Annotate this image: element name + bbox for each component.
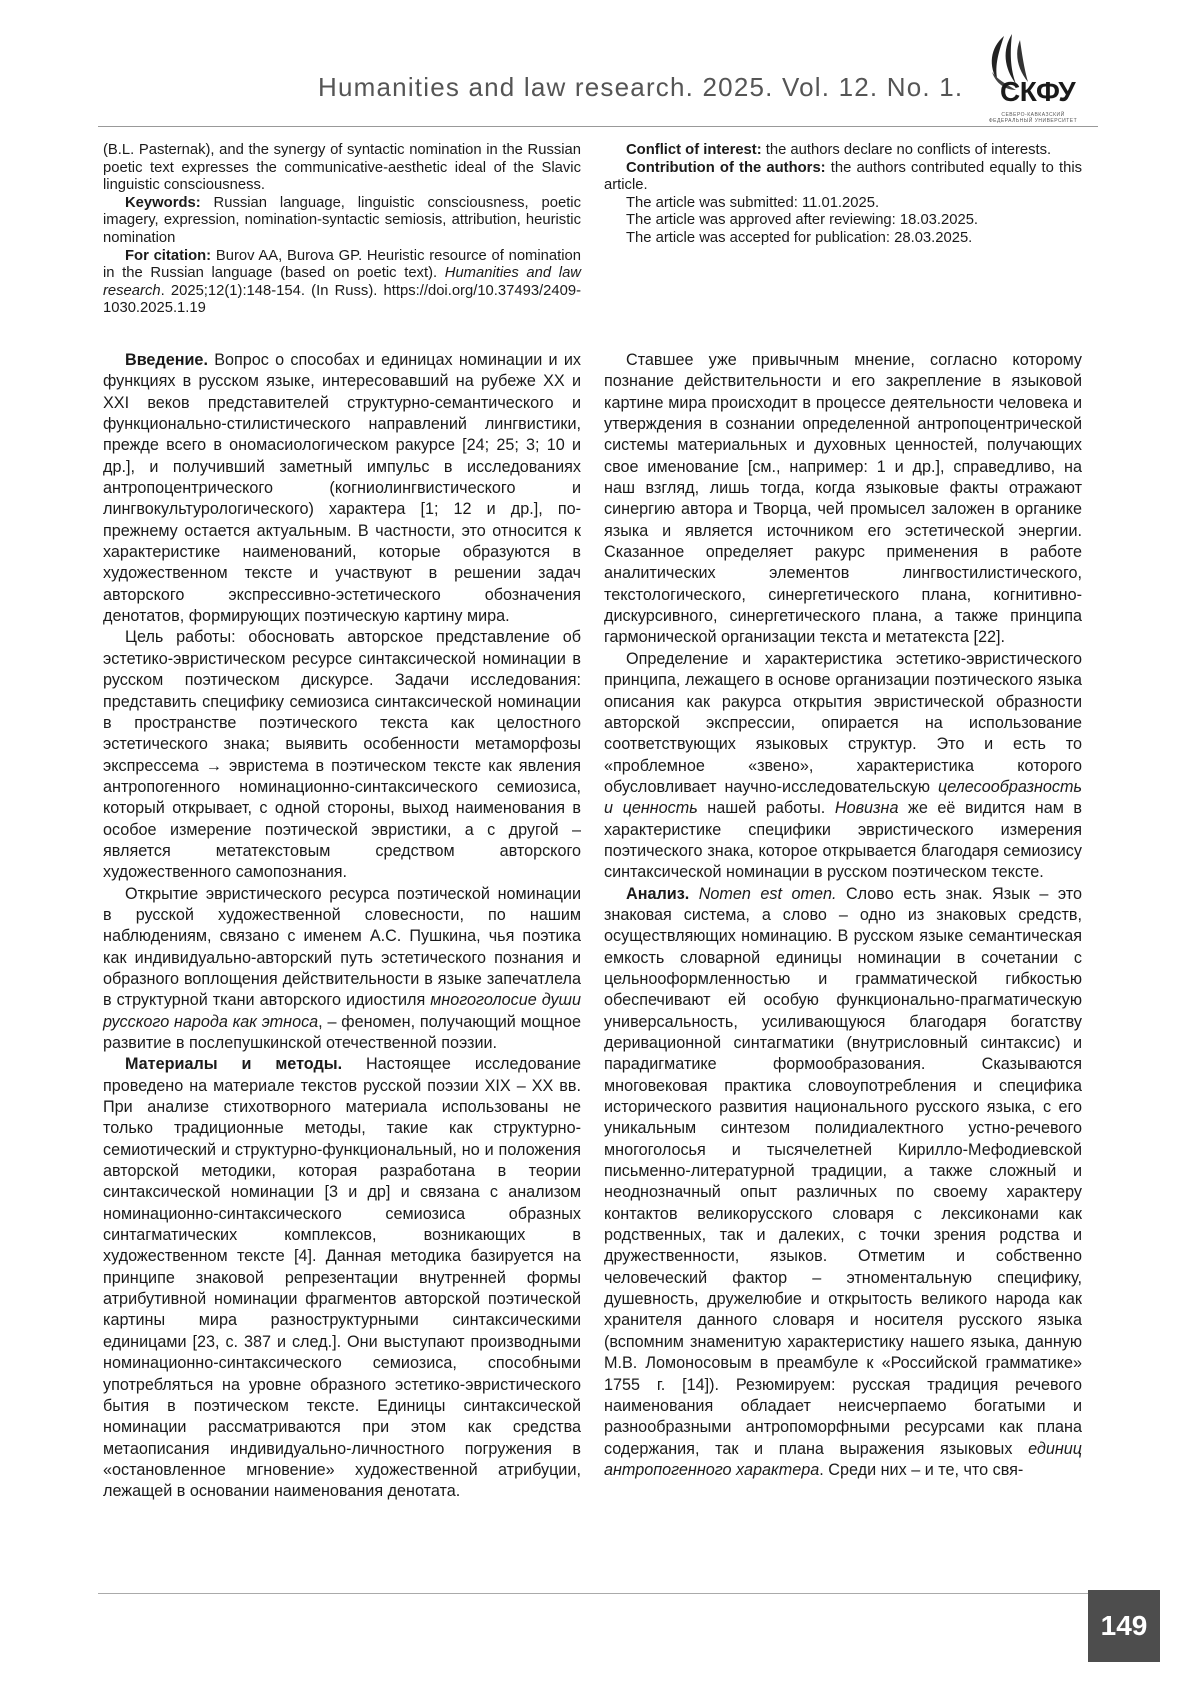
- page-header: [0, 0, 1200, 130]
- citation-text: Burov AA, Burova GP. Heuristic resource of nomination in the Russian language (based on poetic text).: [103, 248, 581, 282]
- methods-paragraph: [103, 1054, 581, 1502]
- conflict-of-interest: [604, 142, 1082, 160]
- intro-text: Вопрос о способах и единицах номинации и их функциях в русском языке, интересовавший на рубеже XX и XXI веков представителей структурно-семантического и функционально-стилистического направлений лингвистики, прежде всего в ономасиологическом ракурсе [24; 25; 3; 10 и др.], и получивший заметный импульс в исследованиях антропоцентрического (когниолингвистического и лингвокультурологического) характера [1; 12 и др.], по-прежнему остается актуальным. В частности, это относится к характеристике наименований, которые образуются в художественном тексте и участвуют в решении задач авторского экспрессивно-эстетического обозначения денотатов, формирующих поэтическую картину мира.: [103, 351, 581, 625]
- approved-date: The article was approved after reviewing: 18.03.2025.: [604, 212, 1082, 230]
- definition-paragraph: [604, 649, 1082, 884]
- header-divider: [98, 126, 1098, 127]
- contribution-text: the authors contributed equally to this article.: [604, 160, 1082, 194]
- body-left-column: [103, 350, 581, 1503]
- logo-name: СКФУ: [1000, 76, 1075, 108]
- keywords: [103, 195, 581, 248]
- logo-subtitle: СЕВЕРО-КАВКАЗСКИЙ ФЕДЕРАЛЬНЫЙ УНИВЕРСИТЕТ: [983, 112, 1083, 124]
- citation: [103, 248, 581, 318]
- analysis-italic-2: единиц антропогенного характера: [604, 1440, 1082, 1479]
- analysis-latin: Nomen est omen.: [689, 885, 836, 903]
- contribution: [604, 160, 1082, 195]
- discovery-tail: , – феномен, получающий мощное развитие в послепушкинской отечественной поэзии.: [103, 1013, 581, 1052]
- contribution-label: Contribution of the authors:: [626, 160, 826, 176]
- journal-title: Humanities and law research. 2025. Vol. 12. No. 1.: [318, 72, 963, 103]
- analysis-text: Слово есть знак. Язык – это знаковая система, а слово – одно из знаковых средств, осуществляющих номинацию. В русском языке семантическая емкость словарной единицы номинации в сочетании с цельнооформленностью и грамматической гибкостью обеспечивают ей особую функционально-прагматическую универсальность, усиливающуюся благодаря богатству деривационной синтагматики (внутрисловный синтаксис) и парадигматике формообразования. Сказываются многовековая практика словоупотребления и специфика исторического развития национального русского языка, с его уникальным синтезом полидиалектного устно-речевого многоголосья и тысячелетней Кирилло-Мефодиевской письменно-литературной традиции, а также сложный и неоднозначный опыт различных по своему характеру контактов великорусского словаря с лексиконами как родственных, так и далеких, с точки зрения родства и дружественности, языков. Отметим и собственно человеческий фактор – этноментальную специфику, душевность, дружелюбие и открытость великого народа как хранителя данного словаря и носителя русского языка (вспомним знаменитую характеристику нашего языка, данную М.В. Ломоносовым в преамбуле к «Российской грамматике» 1755 г. [14]). Резюмируем: русская традиция речевого наименования обладает неисчерпаемо богатыми и разнообразными антропоморфными ресурсами как плана содержания, так и плана выражения языковых: [604, 885, 1082, 1458]
- citation-journal: Humanities and law research: [103, 265, 581, 299]
- keywords-text: Russian language, linguistic consciousness, poetic imagery, expression, nomination-syntactic semiosis, attribution, heuristic nomination: [103, 195, 581, 246]
- definition-tail: же её видится нам в характеристике специфики эвристического измерения поэтического знака, которое открывается благодаря семиозису синтаксической номинации в русском поэтическом тексте.: [604, 799, 1082, 881]
- methods-label: Материалы и методы.: [125, 1055, 342, 1073]
- opinion-paragraph: Ставшее уже привычным мнение, согласно которому познание действительности и его закрепление в языковой картине мира происходит в процессе деятельности человека и утверждения в сознании определенной антропоцентрической системы материальных и духовных ценностей, получающих свое именование [см., например: 1 и др.], справедливо, на наш взгляд, лишь тогда, когда языковые факты отражают синергию автора и Творца, чей промысел заложен в органике языка и является источником его эстетической энергии. Сказанное определяет ракурс применения в работе аналитических элементов лингвостилистического, текстологического, синергетического плана, когнитивно-дискурсивного, синергетического плана, а также принципа гармонической организации текста и метатекста [22].: [604, 350, 1082, 649]
- methods-text: Настоящее исследование проведено на материале текстов русской поэзии XIX – XX вв. При анализе стихотворного материала использованы не только традиционные методы, такие как структурно-семиотический и структурно-функциональный, но и положения авторской методики, которая разработана в теории синтаксической номинации [3 и др] и связана с анализом номинационно-синтаксического семиозиса образных синтагматических комплексов, возникающих в художественном тексте [4]. Данная методика базируется на принципе знаковой репрезентации внутренней формы атрибутивной номинации фрагментов авторской поэтической картины мира разноструктурными синтаксическими единицами [23, с. 387 и след.]. Они выступают производными номинационно-синтаксического семиозиса, способными употребляться на уровне образного эстетико-эвристического бытия в поэтическом тексте. Единицы синтаксической номинации рассматриваются при этом как средства метаописания индивидуально-личностного погружения в «остановленное мгновение» художественной атрибуции, лежащей в основании наименования денотата.: [103, 1055, 581, 1500]
- body-right-column: [604, 350, 1082, 1481]
- intro-paragraph: [103, 350, 581, 627]
- accepted-date: The article was accepted for publication: 28.03.2025.: [604, 230, 1082, 248]
- footer-divider: [98, 1593, 1088, 1594]
- goal-paragraph: Цель работы: обосновать авторское представление об эстетико-эвристическом ресурсе синтаксической номинации в русском поэтическом дискурсе. Задачи исследования: представить специфику семиозиса синтаксической номинации в пространстве поэтического текста как целостного эстетического знака; выявить особенности метаморфозы экспрессема → эвристема в поэтическом тексте как явления антропогенного номинационно-синтаксического семиозиса, который открывает, с одной стороны, выход наименования в особое измерение поэтической эвристики, а с другой – является метатекстовым средством авторского художественного самопознания.: [103, 627, 581, 883]
- definition-text: Определение и характеристика эстетико-эвристического принципа, лежащего в основе организации поэтического языка описания как ракурса открытия эвристической образности авторской экспрессии, опирается на использование соответствующих языковых структур. Это и есть то «проблемное «звено», характеристика которого обусловливает научно-исследовательскую: [604, 650, 1082, 796]
- definition-italic-2: Новизна: [835, 799, 899, 817]
- citation-label: For citation:: [125, 248, 211, 264]
- citation-tail[interactable]: . 2025;12(1):148-154. (In Russ). https://doi.org/10.37493/2409-1030.2025.1.19: [103, 283, 581, 317]
- submitted-date: The article was submitted: 11.01.2025.: [604, 195, 1082, 213]
- conflict-label: Conflict of interest:: [626, 142, 762, 158]
- keywords-label: Keywords:: [125, 195, 201, 211]
- analysis-tail: . Среди них – и те, что свя-: [819, 1461, 1023, 1479]
- page-number: 149: [1088, 1590, 1160, 1662]
- intro-label: Введение.: [125, 351, 208, 369]
- abstract-right: [604, 142, 1082, 248]
- definition-mid: нашей работы.: [698, 799, 835, 817]
- discovery-italic: многоголосие души русского народа как этноса: [103, 991, 581, 1030]
- abstract-ending: (B.L. Pasternak), and the synergy of syntactic nomination in the Russian poetic text expresses the communicative-aesthetic ideal of the Slavic linguistic consciousness.: [103, 142, 581, 195]
- analysis-paragraph: [604, 884, 1082, 1482]
- discovery-paragraph: [103, 884, 581, 1055]
- analysis-label: Анализ.: [626, 885, 689, 903]
- conflict-text: the authors declare no conflicts of interests.: [762, 142, 1052, 158]
- discovery-text: Открытие эвристического ресурса поэтической номинации в русской художественной словесности, по нашим наблюдениям, связано с именем А.С. Пушкина, чья поэтика как индивидуально-авторский путь эстетического познания и образного воплощения действительности в языке запечатлела в структурной ткани авторского идиостиля: [103, 885, 581, 1010]
- definition-italic-1: целесообразность и ценность: [604, 778, 1082, 817]
- abstract-left: [103, 142, 581, 318]
